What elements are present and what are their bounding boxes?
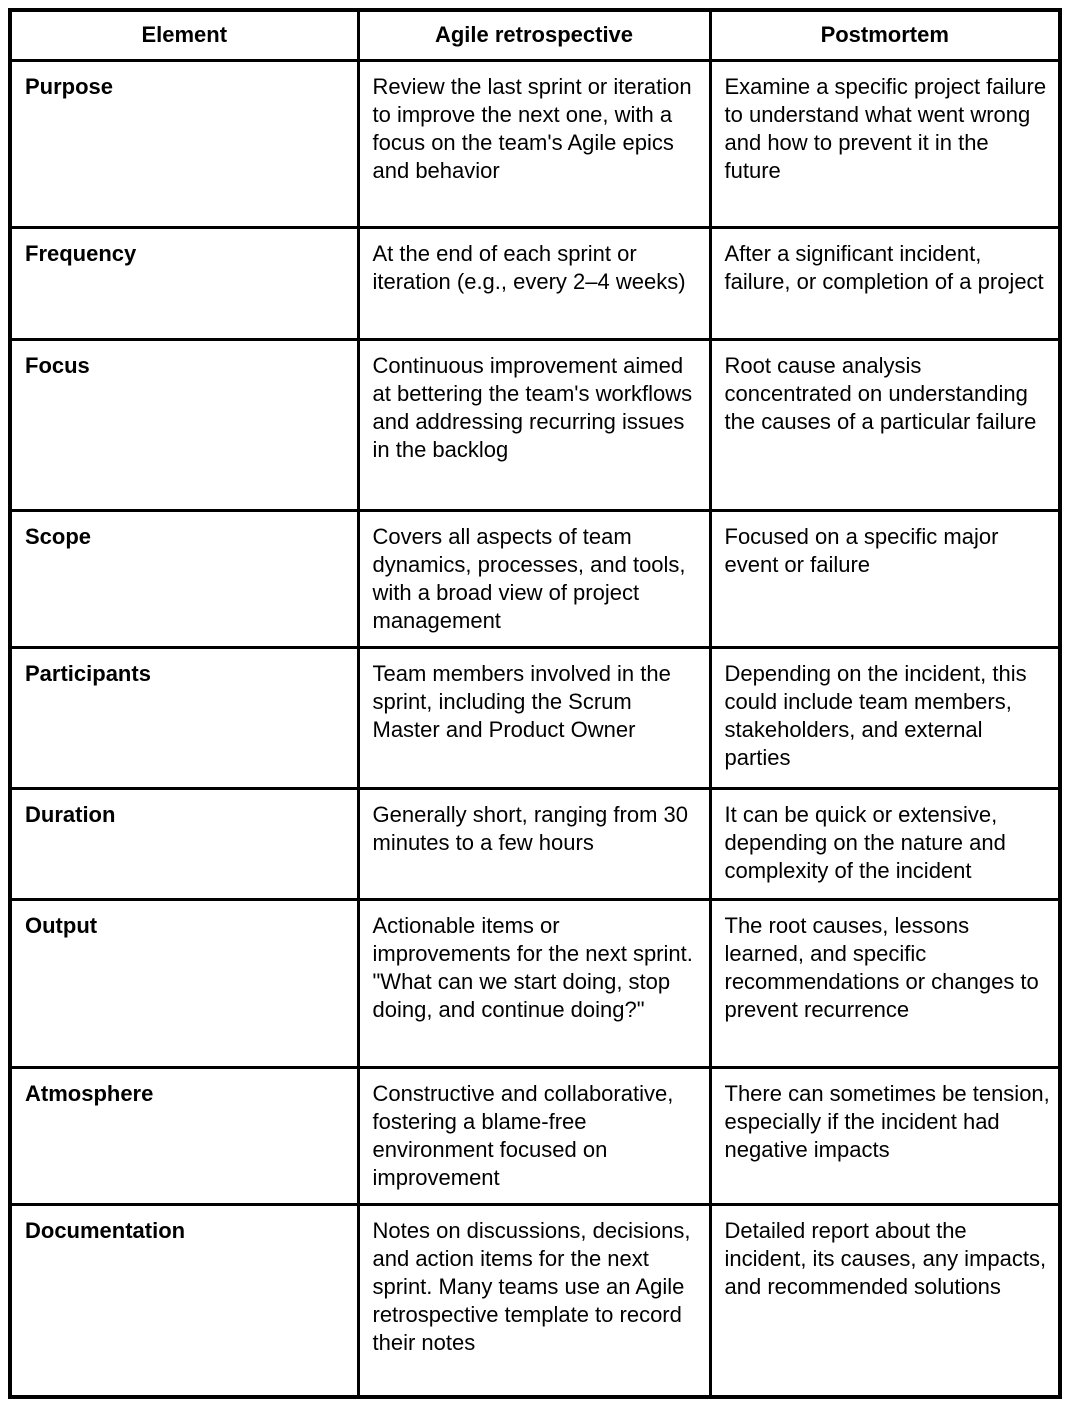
agile-retrospective-cell: At the end of each sprint or iteration (e.g., every 2–4 weeks) bbox=[358, 227, 710, 339]
table-row-duration bbox=[10, 788, 1060, 899]
postmortem-cell: Root cause analysis concentrated on understanding the causes of a particular failure bbox=[710, 339, 1060, 510]
row-label: Scope bbox=[10, 510, 358, 647]
postmortem-cell: There can sometimes be tension, especially if the incident had negative impacts bbox=[710, 1067, 1060, 1204]
row-label: Purpose bbox=[10, 60, 358, 227]
agile-retrospective-cell: Notes on discussions, decisions, and action items for the next sprint. Many teams use an Agile retrospective template to record their notes bbox=[358, 1204, 710, 1397]
postmortem-cell: Focused on a specific major event or failure bbox=[710, 510, 1060, 647]
agile-retrospective-cell: Continuous improvement aimed at bettering the team's workflows and addressing recurring issues in the backlog bbox=[358, 339, 710, 510]
column-header-agile-retrospective: Agile retrospective bbox=[358, 10, 710, 60]
agile-retrospective-cell: Generally short, ranging from 30 minutes to a few hours bbox=[358, 788, 710, 899]
table-row-purpose bbox=[10, 60, 1060, 227]
row-label: Focus bbox=[10, 339, 358, 510]
postmortem-cell: It can be quick or extensive, depending on the nature and complexity of the incident bbox=[710, 788, 1060, 899]
table-row-scope bbox=[10, 510, 1060, 647]
postmortem-cell: After a significant incident, failure, or completion of a project bbox=[710, 227, 1060, 339]
agile-retrospective-cell: Covers all aspects of team dynamics, processes, and tools, with a broad view of project management bbox=[358, 510, 710, 647]
table-row-participants bbox=[10, 647, 1060, 788]
agile-retrospective-cell: Review the last sprint or iteration to improve the next one, with a focus on the team's Agile epics and behavior bbox=[358, 60, 710, 227]
row-label: Documentation bbox=[10, 1204, 358, 1397]
comparison-table bbox=[8, 8, 1062, 1399]
postmortem-cell: Detailed report about the incident, its causes, any impacts, and recommended solutions bbox=[710, 1204, 1060, 1397]
row-label: Participants bbox=[10, 647, 358, 788]
agile-retrospective-cell: Constructive and collaborative, fostering a blame-free environment focused on improvement bbox=[358, 1067, 710, 1204]
header-row bbox=[10, 10, 1060, 60]
table-row-focus bbox=[10, 339, 1060, 510]
row-label: Duration bbox=[10, 788, 358, 899]
table-row-output bbox=[10, 899, 1060, 1067]
row-label: Atmosphere bbox=[10, 1067, 358, 1204]
agile-retrospective-cell: Actionable items or improvements for the next sprint. "What can we start doing, stop doing, and continue doing?" bbox=[358, 899, 710, 1067]
row-label: Output bbox=[10, 899, 358, 1067]
column-header-element: Element bbox=[10, 10, 358, 60]
column-header-postmortem: Postmortem bbox=[710, 10, 1060, 60]
table-row-atmosphere bbox=[10, 1067, 1060, 1204]
postmortem-cell: Examine a specific project failure to understand what went wrong and how to prevent it in the future bbox=[710, 60, 1060, 227]
agile-retrospective-cell: Team members involved in the sprint, including the Scrum Master and Product Owner bbox=[358, 647, 710, 788]
table-row-documentation bbox=[10, 1204, 1060, 1397]
row-label: Frequency bbox=[10, 227, 358, 339]
table-row-frequency bbox=[10, 227, 1060, 339]
postmortem-cell: Depending on the incident, this could include team members, stakeholders, and external parties bbox=[710, 647, 1060, 788]
postmortem-cell: The root causes, lessons learned, and specific recommendations or changes to prevent recurrence bbox=[710, 899, 1060, 1067]
